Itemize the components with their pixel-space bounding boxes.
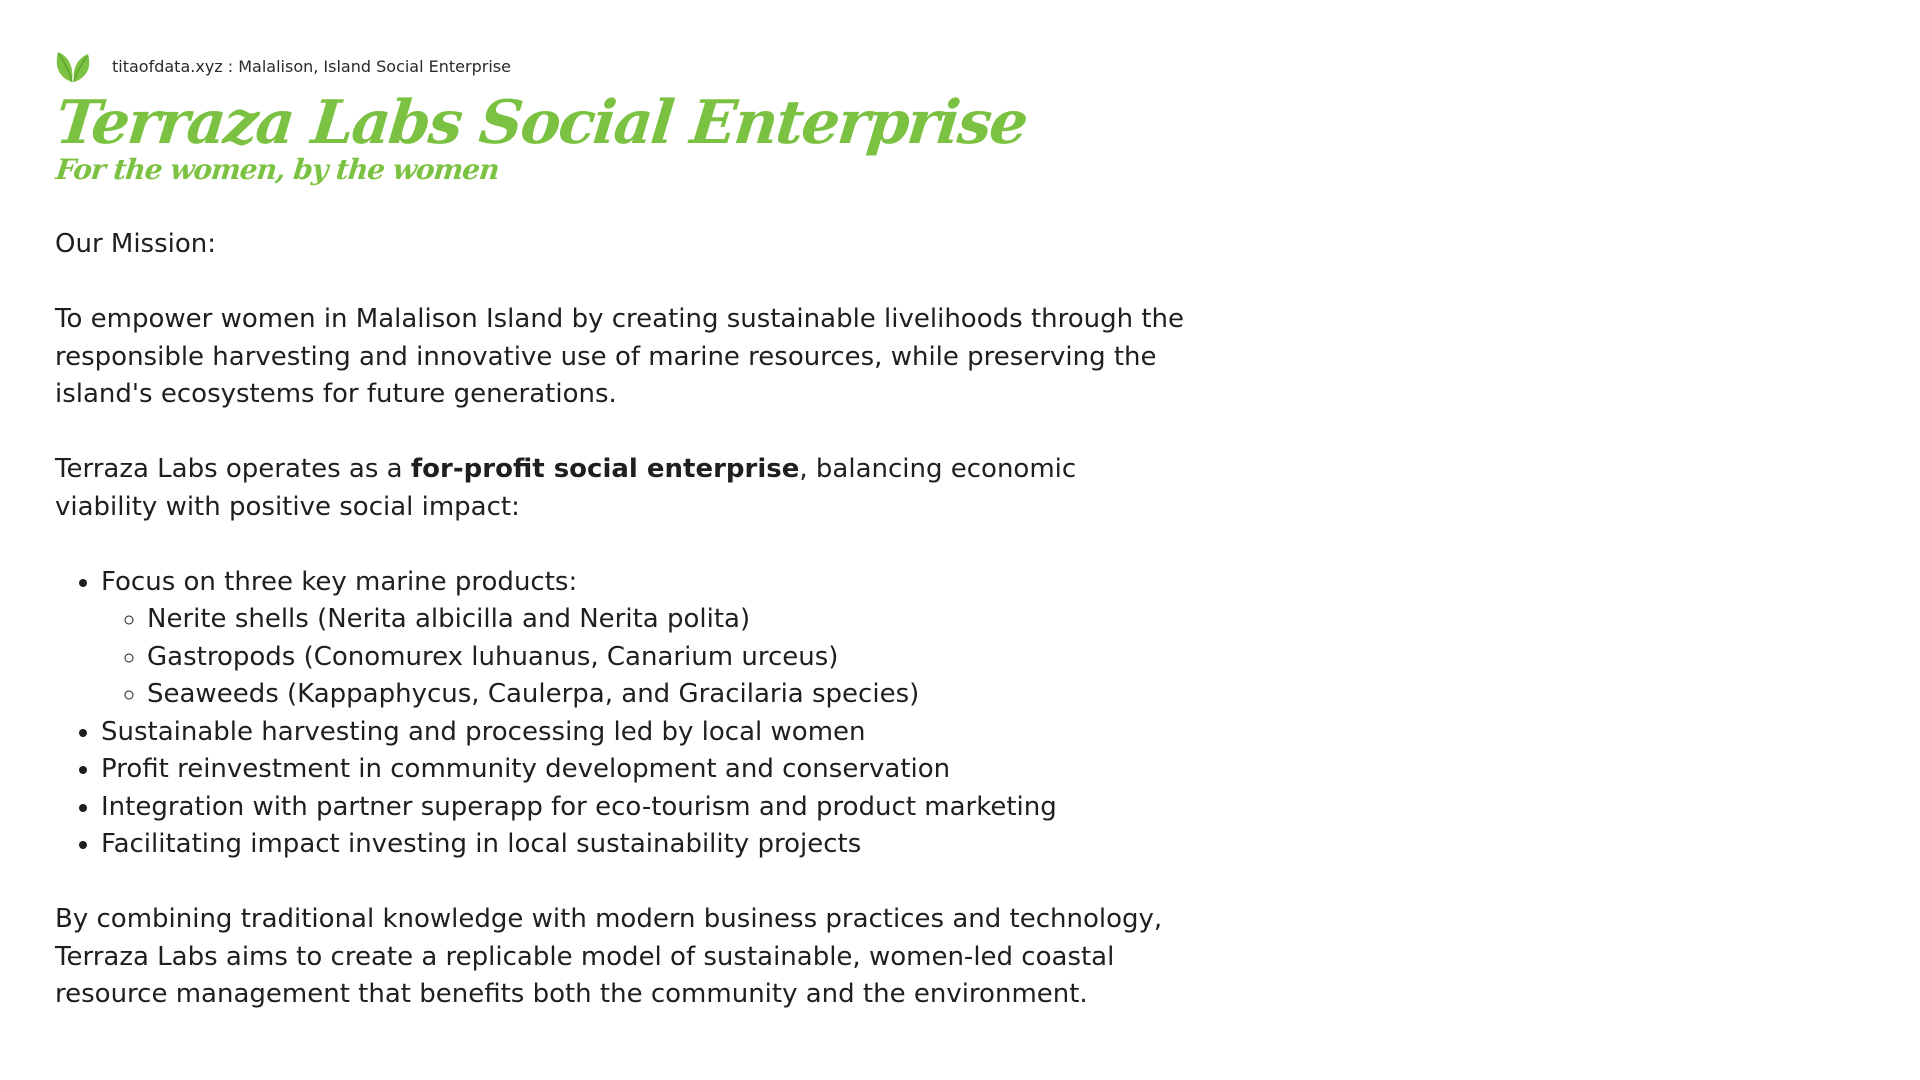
list-item: ◦ Gastropods (Conomurex luhuanus, Canarium urceus)	[147, 639, 1185, 677]
main-content	[55, 226, 1185, 1014]
page-header	[54, 48, 511, 84]
spacer	[55, 526, 1185, 564]
page-subtitle: For the women, by the women	[54, 153, 501, 186]
operations-intro-bold: for-profit social enterprise	[410, 454, 800, 484]
list-item: ◦ Seaweeds (Kappaphycus, Caulerpa, and Gracilaria species)	[147, 676, 1185, 714]
focus-item-label: Focus on three key marine products:	[101, 566, 578, 597]
list-item: • Sustainable harvesting and processing led by local women	[101, 714, 1185, 752]
spacer	[55, 864, 1185, 902]
spacer	[55, 264, 1185, 302]
mission-statement: To empower women in Malalison Island by creating sustainable livelihoods through the responsible harvesting and innovative use of marine resources, while preserving the island's ecosystems for future generations.	[55, 304, 1185, 409]
title-block	[52, 88, 1030, 186]
operations-list	[55, 564, 1185, 864]
list-item	[101, 564, 1185, 714]
list-item: • Facilitating impact investing in local sustainability projects	[101, 826, 1185, 864]
operations-intro	[55, 451, 1185, 526]
products-list	[101, 601, 1185, 714]
breadcrumb: titaofdata.xyz : Malalison, Island Social Enterprise	[112, 56, 511, 76]
operations-intro-prefix: Terraza Labs operates as a	[55, 454, 411, 484]
leaf-icon	[54, 48, 92, 84]
page-title: Terraza Labs Social Enterprise	[52, 88, 1030, 158]
mission-heading: Our Mission:	[55, 229, 217, 259]
list-item: • Integration with partner superapp for eco-tourism and product marketing	[101, 789, 1185, 827]
list-item: ◦ Nerite shells (Nerita albicilla and Nerita polita)	[147, 601, 1185, 639]
operations-intro-suffix: , balancing economic viability with positive social impact:	[55, 454, 1077, 522]
closing-paragraph: By combining traditional knowledge with modern business practices and technology, Terraza Labs aims to create a replicable model of sustainable, women-led coastal resource management that benefits both the community and the environment.	[55, 904, 1163, 1009]
list-item: • Profit reinvestment in community development and conservation	[101, 751, 1185, 789]
spacer	[55, 414, 1185, 452]
